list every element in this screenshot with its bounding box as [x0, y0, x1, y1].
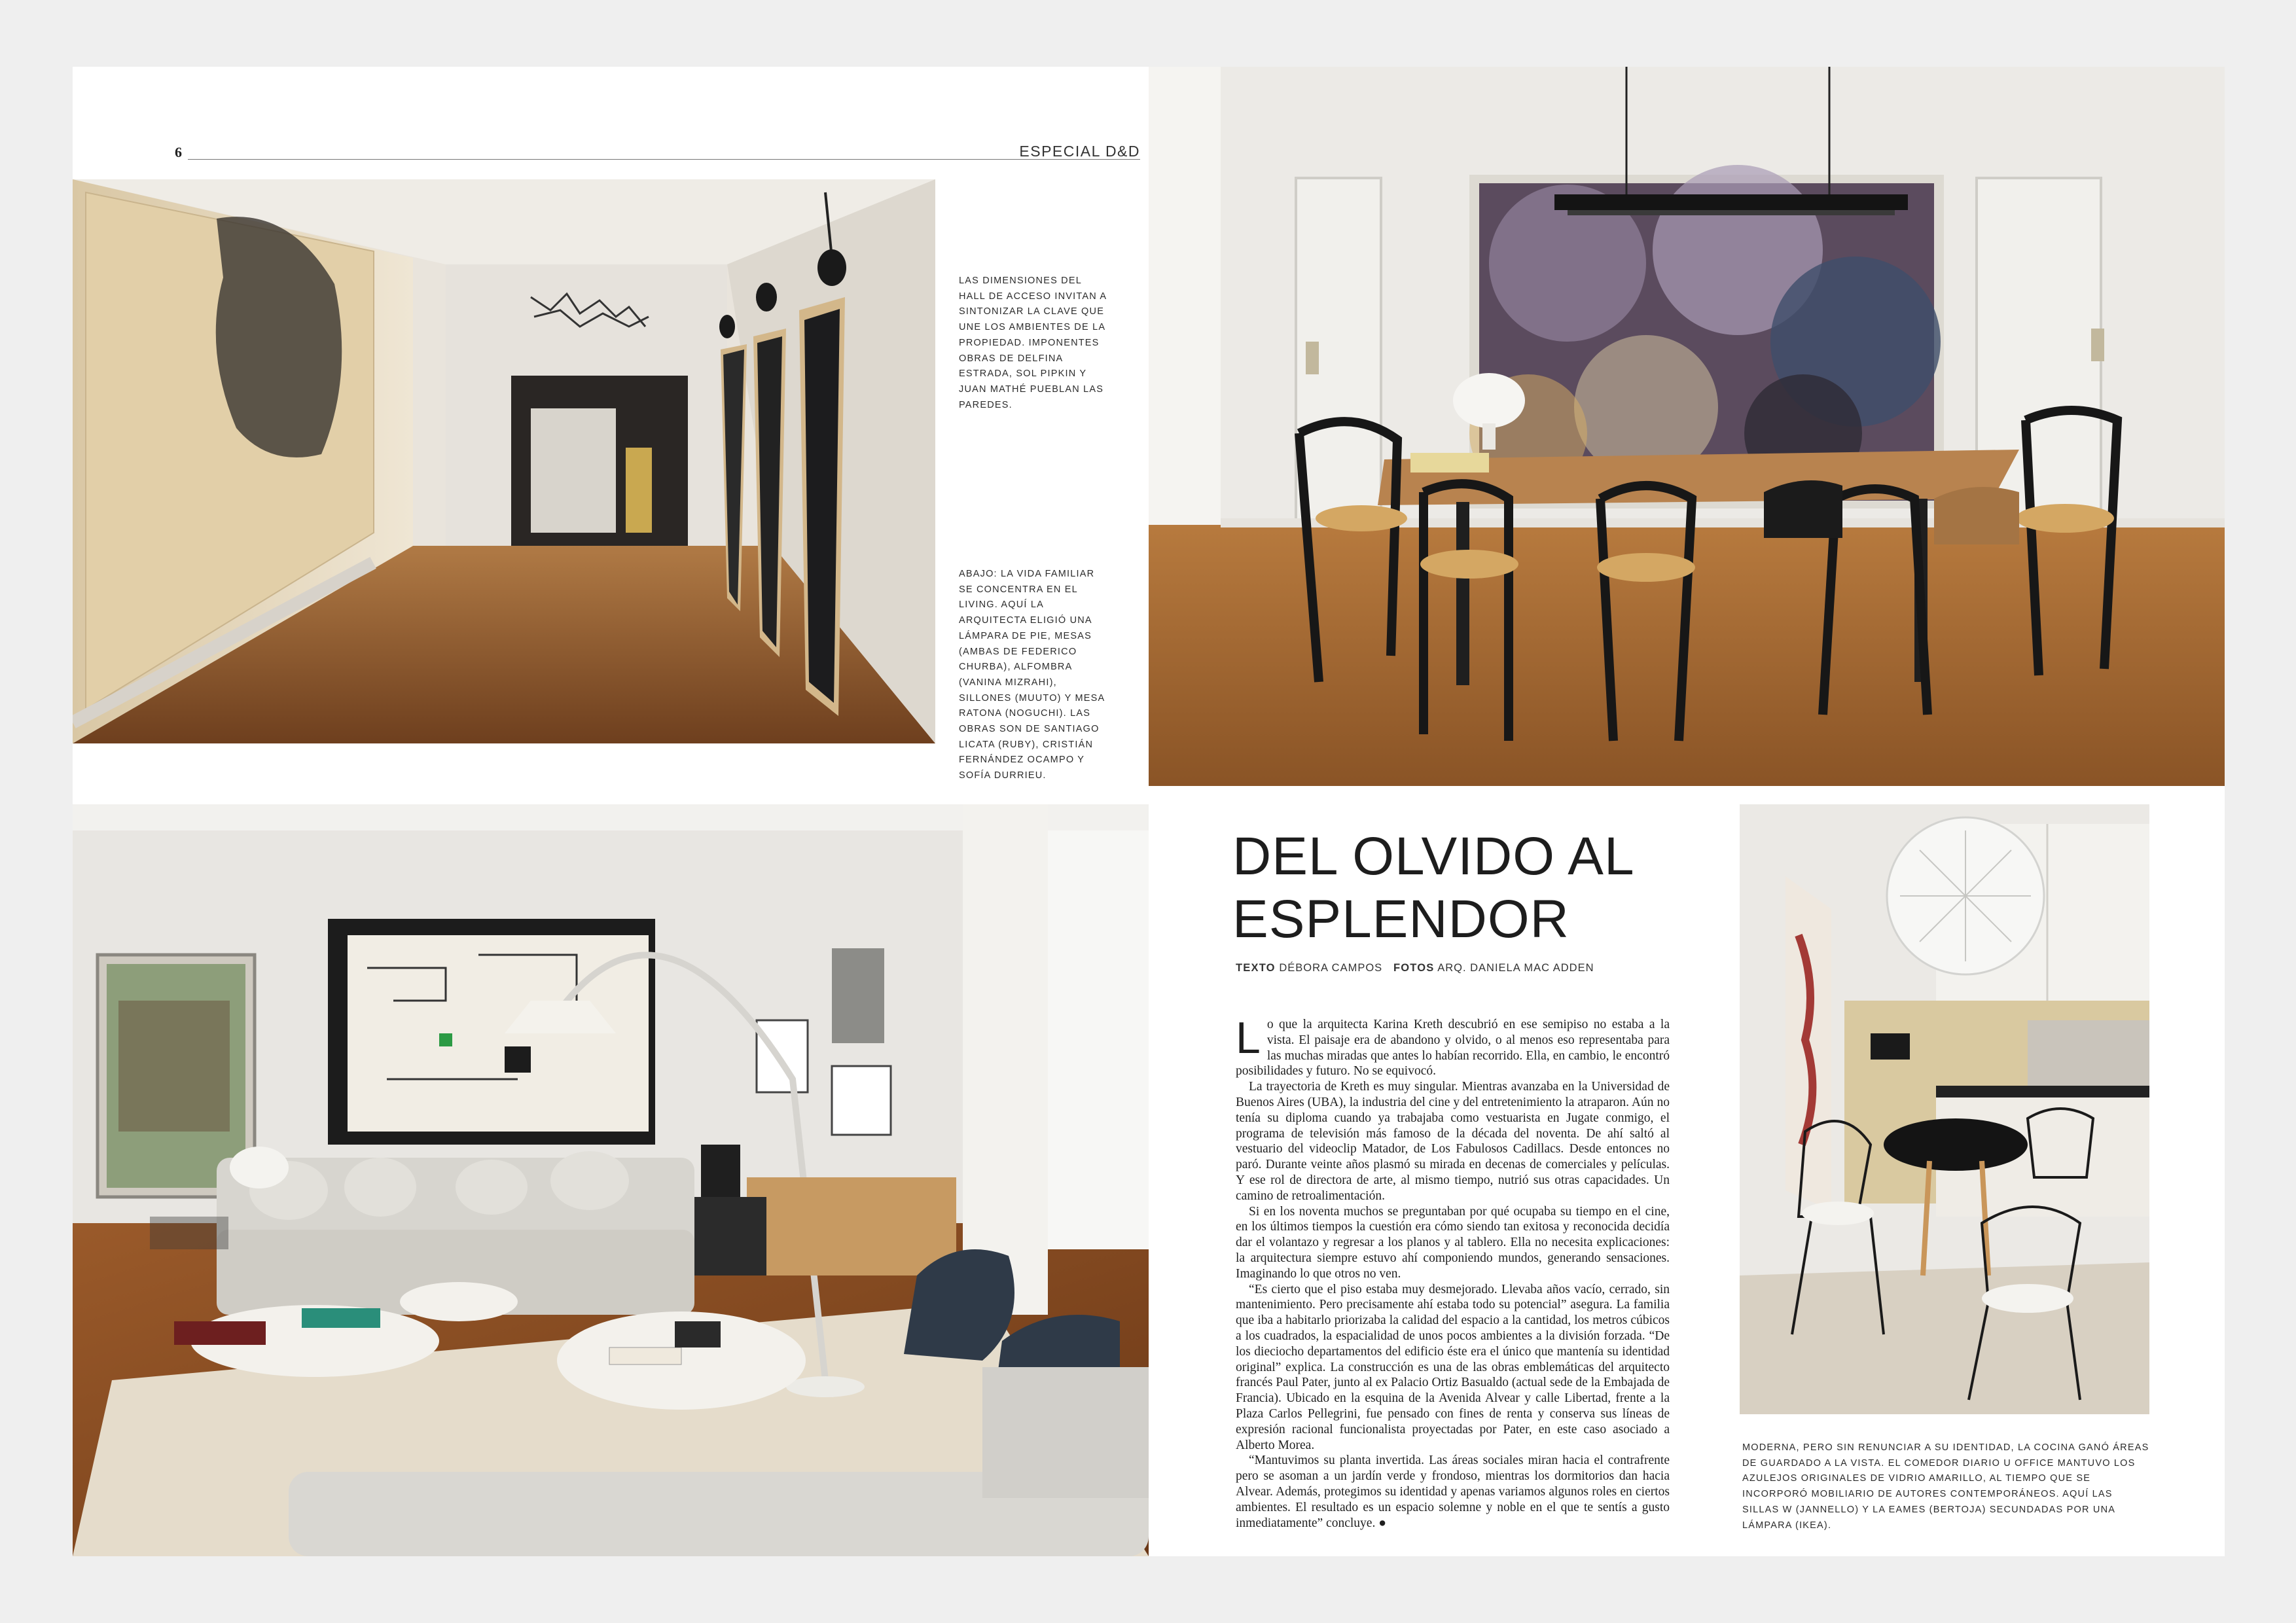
hall-caption: LAS DIMENSIONES DEL HALL DE ACCESO INVITAN A SINTONIZAR LA CLAVE QUE UNE LOS AMBIENTES DE LA PROPIEDAD. IMPONENTES OBRAS DE DELFINA ESTRADA, SOL PIPKIN Y JUAN MATHÉ PUEBLAN LAS PAREDES. [959, 276, 1107, 410]
living-photo [73, 804, 1149, 1556]
dining-photo [1149, 67, 2225, 786]
drop-cap: L [1236, 1013, 1261, 1063]
header-rule [188, 159, 1140, 160]
living-photo-image [73, 804, 1149, 1556]
hall-photo-image [73, 179, 935, 743]
headline-line-1: DEL OLVIDO AL [1232, 827, 1635, 886]
credits-text-author: DÉBORA CAMPOS [1279, 962, 1383, 974]
kitchen-photo [1740, 804, 2149, 1414]
article-body [1236, 1013, 1670, 1531]
page-number: 6 [175, 144, 182, 160]
right-page [1149, 67, 2225, 1556]
section-name: ESPECIAL D&D [1019, 143, 1140, 160]
headline-line-2: ESPLENDOR [1232, 889, 1570, 949]
credits-photo-label: FOTOS [1393, 962, 1435, 974]
kitchen-photo-image [1740, 804, 2149, 1414]
kitchen-caption: MODERNA, PERO SIN RENUNCIAR A SU IDENTIDAD, LA COCINA GANÓ ÁREAS DE GUARDADO A LA VISTA. EL COMEDOR DIARIO U OFFICE MANTUVO LOS AZULEJOS ORIGINALES DE VIDRIO AMARILLO, AL TIEMPO QUE SE INCORPORÓ MOBILIARIO DE AUTORES CONTEMPORÁNEOS. AQUÍ LAS SILLAS W (JANNELLO) Y LA EAMES (BERTOJA) SECUNDADAS POR UNA LÁMPARA (IKEA). [1742, 1442, 2149, 1531]
credits-photo-author: ARQ. DANIELA MAC ADDEN [1437, 962, 1594, 974]
article-paragraph: “Es cierto que el piso estaba muy desmejorado. Llevaba años vacío, cerrado, sin mantenimiento. Pero precisamente ahí estaba todo su potencial” asegura. La familia que iba a habitarlo priorizaba la calidad del espacio a la cantidad, los metros cúbicos a los cuadrados, la espacialidad de unos pocos ambientes a la división forzada. “De los dieciocho departamentos del edificio éste era el único que mantenía su identidad original” explica. La construcción es una de las obras emblemáticas del arquitecto francés Paul Pater, junto al ex Palacio Ortiz Basualdo (actual sede de la Embajada de Francia). Ubicado en la esquina de la Avenida Alvear y calle Libertad, frente a la Plaza Carlos Pellegrini, fue pensado con fines de renta y conserva sus líneas de expresión racional funcionalista proyectadas por Pater, en este caso asociado a Alberto Morea. [1236, 1282, 1670, 1452]
credits-text-label: TEXTO [1236, 962, 1276, 974]
left-page [73, 67, 1149, 1556]
article-paragraph: “Mantuvimos su planta invertida. Las áreas sociales miran hacia el contrafrente pero se asoman a un jardín verde y frondoso, mientras los dormitorios dan hacia Alvear. Además, protegimos su identidad y apenas variamos algunos roles en ciertos ambientes. El resultado es un espacio solemne y noble en el que te sentís a gusto inmediatamente” concluye. ● [1236, 1454, 1670, 1530]
magazine-spread [73, 67, 2225, 1556]
article-paragraph [1236, 1013, 1670, 1079]
article-credits [1236, 962, 1594, 974]
dining-photo-image [1149, 67, 2225, 786]
article-headline [1232, 825, 1743, 951]
article-paragraph: La trayectoria de Kreth es muy singular. Mientras avanzaba en la Universidad de Buenos Aires (UBA), la industria del cine y del entretenimiento la atraparon. Aún no tenía su diploma cuando ya trabajaba como vestuarista en Jugate conmigo, el programa de televisión más famoso de la década del noventa. De ahí saltó al vestuario del videoclip Matador, de Los Fabulosos Cadillacs. Desde entonces no paró. Durante veinte años plasmó su mirada en decenas de comerciales y películas. Y ese rol de directora de arte, al mismo tiempo, nutrió sus otras capacidades. Un camino de retroalimentación. [1236, 1080, 1670, 1203]
article-paragraph: Si en los noventa muchos se preguntaban por qué ocupaba su tiempo en el cine, en los últimos tiempos la cuestión era cómo siendo tan exitosa y reconocida decidía dar el volantazo y regresar a los planos y al tablero. Ella no necesita explicaciones: la arquitectura siempre estuvo ahí componiendo mundos, generando sensaciones. Imaginando lo que otros no ven. [1236, 1204, 1670, 1281]
living-caption: ABAJO: LA VIDA FAMILIAR SE CONCENTRA EN EL LIVING. AQUÍ LA ARQUITECTA ELIGIÓ UNA LÁMPARA DE PIE, MESAS (AMBAS DE FEDERICO CHURBA), ALFOMBRA (VANINA MIZRAHI), SILLONES (MUUTO) Y MESA RATONA (NOGUCHI). LAS OBRAS SON DE SANTIAGO LICATA (RUBY), CRISTIÁN FERNÁNDEZ OCAMPO Y SOFÍA DURRIEU. [959, 569, 1105, 781]
paragraph-text: o que la arquitecta Karina Kreth descubrió en ese semipiso no estaba a la vista. El paisaje era de abandono y olvido, o al menos eso representaba para las muchas miradas que antes lo habían recorrido. Ella, en cambio, le encontró posibilidades y futuro. No se equivocó. [1236, 1018, 1670, 1079]
hall-photo [73, 179, 935, 743]
